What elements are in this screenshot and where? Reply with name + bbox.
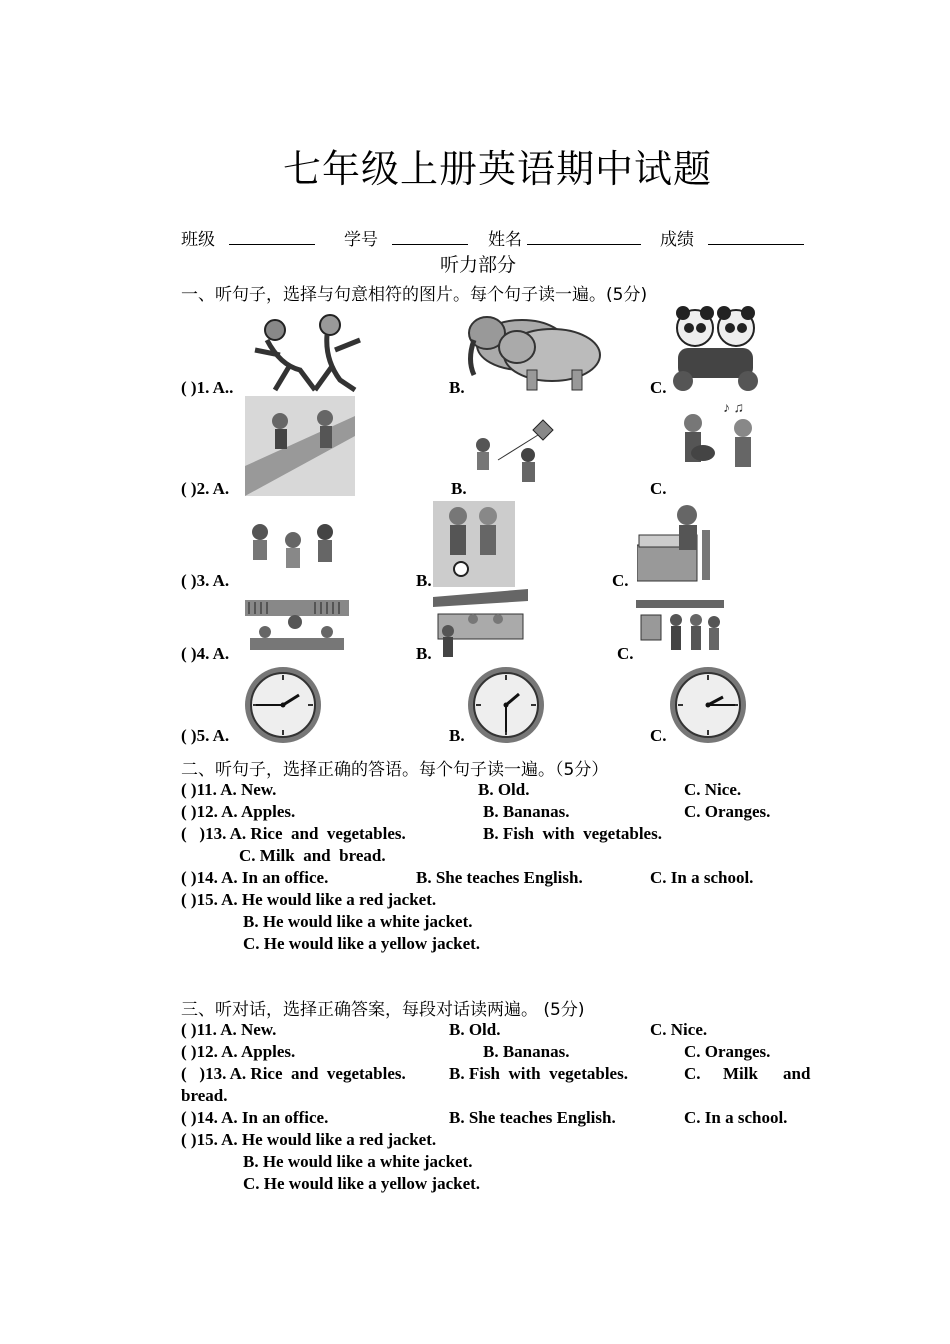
q5-option-c: C.	[650, 726, 667, 745]
s2-q11-c: C. Nice.	[684, 780, 742, 799]
name-field[interactable]	[527, 230, 641, 245]
s3-q14-c: C. In a school.	[684, 1108, 788, 1127]
q3-option-b: B.	[416, 571, 432, 590]
clock-a-icon	[242, 664, 324, 746]
q2-prefix: ( )2. A.	[181, 479, 230, 498]
s3-q13-c-word1: Milk	[723, 1064, 758, 1083]
soccer-image	[433, 501, 515, 587]
s3-q13-b: B. Fish with vegetables.	[449, 1064, 628, 1083]
s2-q12-b: B. Bananas.	[483, 802, 570, 821]
q5-prefix: ( )5. A.	[181, 726, 230, 745]
s2-q12-c: C. Oranges.	[684, 802, 771, 821]
s2-q14-b: B. She teaches English.	[416, 868, 583, 887]
section3-heading: 三、听对话，选择正确答案，每段对话读两遍。 (5分)	[181, 1000, 585, 1020]
s3-q12-a: ( )12. A. Apples.	[181, 1042, 296, 1061]
section2-heading: 二、听句子，选择正确的答语。每个句子读一遍。（5分）	[181, 760, 609, 780]
s2-q11-a: ( )11. A. New.	[181, 780, 277, 799]
pandas-image	[668, 306, 763, 394]
market-image	[433, 589, 528, 659]
desk-study-image	[637, 500, 713, 584]
name-label: 姓名	[488, 230, 522, 250]
q3-prefix: ( )3. A.	[181, 571, 230, 590]
number-label: 学号	[344, 230, 378, 250]
s3-q11-c: C. Nice.	[650, 1020, 708, 1039]
q1-prefix: ( )1. A..	[181, 378, 234, 397]
q2-option-b: B.	[451, 479, 467, 498]
s3-q13-c-letter: C.	[684, 1064, 701, 1083]
guitar-image	[668, 398, 768, 494]
listening-heading: 听力部分	[440, 254, 517, 276]
s2-q14-a: ( )14. A. In an office.	[181, 868, 329, 887]
clock-b-icon	[465, 664, 547, 746]
s3-q15-a: ( )15. A. He would like a red jacket.	[181, 1130, 437, 1149]
s3-q13-c-word2: and	[783, 1064, 811, 1083]
s3-q11-a: ( )11. A. New.	[181, 1020, 277, 1039]
q4-option-c: C.	[617, 644, 634, 663]
score-label: 成绩	[660, 230, 694, 250]
s3-q12-c: C. Oranges.	[684, 1042, 771, 1061]
s2-q15-b: B. He would like a white jacket.	[243, 912, 473, 931]
section1-heading: 一、听句子，选择与句意相符的图片。每个句子读一遍。(5分)	[181, 285, 648, 305]
kids-walking-image	[245, 396, 355, 496]
s2-q13-c: C. Milk and bread.	[239, 846, 386, 865]
page-title: 七年级上册英语期中试题	[282, 147, 712, 191]
class-label: 班级	[181, 230, 215, 250]
s3-q14-a: ( )14. A. In an office.	[181, 1108, 329, 1127]
s2-q15-a: ( )15. A. He would like a red jacket.	[181, 890, 437, 909]
elephants-image	[462, 305, 607, 395]
s3-q13-a: ( )13. A. Rice and vegetables.	[181, 1064, 406, 1083]
number-field[interactable]	[392, 230, 468, 245]
s3-q13-c-word3: bread.	[181, 1086, 228, 1105]
s3-q15-b: B. He would like a white jacket.	[243, 1152, 473, 1171]
s3-q12-b: B. Bananas.	[483, 1042, 570, 1061]
q4-prefix: ( )4. A.	[181, 644, 230, 663]
q4-option-b: B.	[416, 644, 432, 663]
s2-q11-b: B. Old.	[478, 780, 530, 799]
s2-q13-b: B. Fish with vegetables.	[483, 824, 662, 843]
class-field[interactable]	[229, 230, 315, 245]
s3-q11-b: B. Old.	[449, 1020, 501, 1039]
s2-q14-c: C. In a school.	[650, 868, 754, 887]
kids-dancing-image	[245, 520, 340, 586]
s2-q13-a: ( )13. A. Rice and vegetables.	[181, 824, 406, 843]
kite-image	[468, 415, 558, 495]
q1-option-b: B.	[449, 378, 465, 397]
s3-q14-b: B. She teaches English.	[449, 1108, 616, 1127]
s3-q15-c: C. He would like a yellow jacket.	[243, 1174, 481, 1193]
clock-c-icon	[667, 664, 749, 746]
score-field[interactable]	[708, 230, 804, 245]
q2-option-c: C.	[650, 479, 667, 498]
q1-option-c: C.	[650, 378, 667, 397]
library-image	[245, 600, 349, 658]
svg-text:♪ ♫: ♪ ♫	[723, 401, 744, 416]
street-image	[636, 600, 724, 660]
q5-option-b: B.	[449, 726, 465, 745]
s2-q12-a: ( )12. A. Apples.	[181, 802, 296, 821]
s2-q15-c: C. He would like a yellow jacket.	[243, 934, 481, 953]
q3-option-c: C.	[612, 571, 629, 590]
monkeys-image	[245, 310, 370, 395]
